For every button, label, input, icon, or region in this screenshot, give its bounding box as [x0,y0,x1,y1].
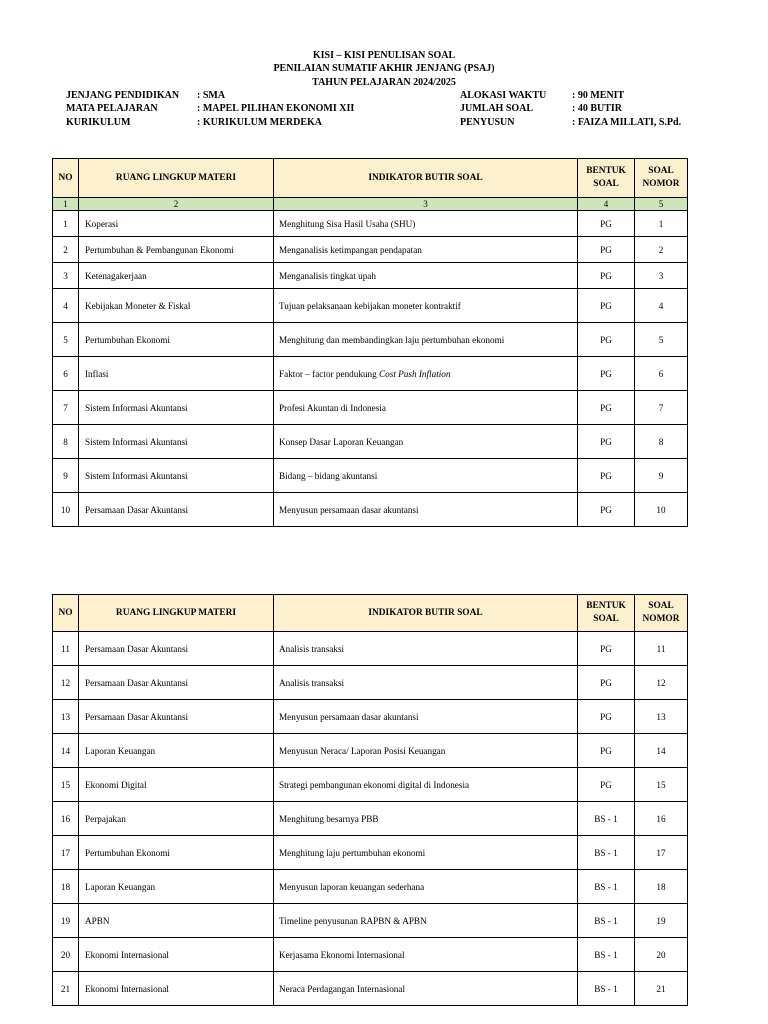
row-materi: Pertumbuhan Ekonomi [79,836,274,870]
table-row [53,734,688,768]
table-row [53,836,688,870]
row-indikator: Analisis transaksi [274,666,578,700]
row-indikator: Menganalisis tingkat upah [274,263,578,289]
table-row [53,972,688,1006]
row-no: 6 [53,357,79,391]
meta-label-kurikulum: KURIKULUM [66,117,131,128]
header-nomor: SOAL NOMOR [635,159,688,198]
table-row [53,289,688,323]
row-nomor: 20 [635,938,688,972]
row-no: 18 [53,870,79,904]
table-row [53,357,688,391]
row-indikator: Menghitung dan membandingkan laju pertumbuhan ekonomi [274,323,578,357]
row-indikator: Menghitung laju pertumbuhan ekonomi [274,836,578,870]
table-row [53,768,688,802]
row-indikator: Faktor – factor pendukung Cost Push Inflation [274,357,578,391]
row-no: 4 [53,289,79,323]
row-nomor: 21 [635,972,688,1006]
row-materi: Kebijakan Moneter & Fiskal [79,289,274,323]
row-indikator: Menyusun persamaan dasar akuntansi [274,700,578,734]
row-no: 9 [53,459,79,493]
row-bentuk: BS - 1 [578,904,635,938]
row-materi: APBN [79,904,274,938]
row-bentuk: PG [578,211,635,237]
row-no: 21 [53,972,79,1006]
row-nomor: 9 [635,459,688,493]
row-no: 12 [53,666,79,700]
row-no: 7 [53,391,79,425]
row-bentuk: PG [578,734,635,768]
meta-value-kurikulum: : KURIKULUM MERDEKA [197,117,322,128]
row-indikator: Konsep Dasar Laporan Keuangan [274,425,578,459]
column-number: 1 [53,198,79,211]
row-nomor: 4 [635,289,688,323]
row-bentuk: PG [578,263,635,289]
row-no: 5 [53,323,79,357]
row-nomor: 8 [635,425,688,459]
row-materi: Persamaan Dasar Akuntansi [79,700,274,734]
row-bentuk: BS - 1 [578,836,635,870]
row-bentuk: PG [578,459,635,493]
row-nomor: 14 [635,734,688,768]
table-row [53,632,688,666]
table-row [53,425,688,459]
row-indikator: Menyusun persamaan dasar akuntansi [274,493,578,527]
table-row [53,904,688,938]
table-row [53,237,688,263]
meta-value-jenjang: : SMA [197,90,226,101]
column-number-row [53,198,688,211]
row-bentuk: PG [578,237,635,263]
row-bentuk: PG [578,666,635,700]
row-materi: Persamaan Dasar Akuntansi [79,493,274,527]
row-no: 19 [53,904,79,938]
column-number: 3 [274,198,578,211]
row-no: 14 [53,734,79,768]
header-nomor: SOAL NOMOR [635,595,688,632]
meta-value-alokasi: : 90 MENIT [572,90,625,101]
column-number: 2 [79,198,274,211]
row-nomor: 5 [635,323,688,357]
row-indikator: Neraca Perdagangan Internasional [274,972,578,1006]
row-no: 10 [53,493,79,527]
table-row [53,263,688,289]
document-subtitle: PENILAIAN SUMATIF AKHIR JENJANG (PSAJ) [273,63,495,74]
row-no: 17 [53,836,79,870]
row-no: 3 [53,263,79,289]
row-nomor: 12 [635,666,688,700]
row-no: 20 [53,938,79,972]
row-indikator: Analisis transaksi [274,632,578,666]
header-indikator: INDIKATOR BUTIR SOAL [274,159,578,198]
row-nomor: 13 [635,700,688,734]
row-indikator: Timeline penyusunan RAPBN & APBN [274,904,578,938]
header-indikator: INDIKATOR BUTIR SOAL [274,595,578,632]
row-bentuk: PG [578,425,635,459]
row-materi: Laporan Keuangan [79,870,274,904]
row-materi: Ekonomi Internasional [79,972,274,1006]
row-materi: Persamaan Dasar Akuntansi [79,632,274,666]
column-number: 5 [635,198,688,211]
table-row [53,802,688,836]
column-number: 4 [578,198,635,211]
row-indikator: Menyusun laporan keuangan sederhana [274,870,578,904]
row-nomor: 15 [635,768,688,802]
row-materi: Laporan Keuangan [79,734,274,768]
row-bentuk: BS - 1 [578,938,635,972]
row-nomor: 2 [635,237,688,263]
row-no: 8 [53,425,79,459]
header-no: NO [53,159,79,198]
row-nomor: 1 [635,211,688,237]
table-row [53,870,688,904]
meta-value-jumlah: : 40 BUTIR [572,103,623,114]
table-row [53,391,688,425]
kisi-table-1 [52,158,688,527]
row-no: 2 [53,237,79,263]
row-indikator: Bidang – bidang akuntansi [274,459,578,493]
row-nomor: 7 [635,391,688,425]
row-materi: Sistem Informasi Akuntansi [79,459,274,493]
meta-label-mapel: MATA PELAJARAN [66,103,158,114]
row-indikator: Strategi pembangunan ekonomi digital di Indonesia [274,768,578,802]
row-no: 13 [53,700,79,734]
row-indikator: Kerjasama Ekonomi Internasional [274,938,578,972]
meta-label-jenjang: JENJANG PENDIDIKAN [66,90,180,101]
row-materi: Ketenagakerjaan [79,263,274,289]
row-bentuk: PG [578,493,635,527]
table-row [53,700,688,734]
row-materi: Ekonomi Digital [79,768,274,802]
header-bentuk: BENTUK SOAL [578,595,635,632]
row-indikator: Profesi Akuntan di Indonesia [274,391,578,425]
row-bentuk: BS - 1 [578,972,635,1006]
header-materi: RUANG LINGKUP MATERI [79,159,274,198]
row-no: 16 [53,802,79,836]
kisi-table-2 [52,594,688,1006]
row-indikator: Menganalisis ketimpangan pendapatan [274,237,578,263]
row-bentuk: PG [578,323,635,357]
header-materi: RUANG LINGKUP MATERI [79,595,274,632]
row-nomor: 10 [635,493,688,527]
row-nomor: 18 [635,870,688,904]
table-row [53,938,688,972]
row-materi: Koperasi [79,211,274,237]
meta-label-jumlah: JUMLAH SOAL [460,103,534,114]
academic-year: TAHUN PELAJARAN 2024/2025 [312,77,456,88]
document-title: KISI – KISI PENULISAN SOAL [312,50,456,61]
header-bentuk: BENTUK SOAL [578,159,635,198]
row-nomor: 19 [635,904,688,938]
meta-label-penyusun: PENYUSUN [460,117,515,128]
table-row [53,493,688,527]
row-nomor: 6 [635,357,688,391]
table-row [53,666,688,700]
row-nomor: 3 [635,263,688,289]
row-no: 1 [53,211,79,237]
row-indikator: Menghitung besarnya PBB [274,802,578,836]
meta-label-alokasi: ALOKASI WAKTU [460,90,547,101]
row-bentuk: PG [578,391,635,425]
row-indikator: Menghitung Sisa Hasil Usaha (SHU) [274,211,578,237]
row-bentuk: PG [578,289,635,323]
row-indikator: Tujuan pelaksanaan kebijakan moneter kontraktif [274,289,578,323]
table-row [53,323,688,357]
row-nomor: 11 [635,632,688,666]
row-materi: Sistem Informasi Akuntansi [79,425,274,459]
row-bentuk: PG [578,357,635,391]
row-nomor: 16 [635,802,688,836]
meta-value-mapel: : MAPEL PILIHAN EKONOMI XII [197,103,355,114]
row-materi: Pertumbuhan & Pembangunan Ekonomi [79,237,274,263]
row-materi: Perpajakan [79,802,274,836]
row-bentuk: PG [578,632,635,666]
row-no: 15 [53,768,79,802]
meta-value-penyusun: : FAIZA MILLATI, S.Pd. [572,117,682,128]
row-materi: Pertumbuhan Ekonomi [79,323,274,357]
row-bentuk: BS - 1 [578,802,635,836]
row-materi: Ekonomi Internasional [79,938,274,972]
row-bentuk: PG [578,700,635,734]
row-bentuk: BS - 1 [578,870,635,904]
row-no: 11 [53,632,79,666]
row-bentuk: PG [578,768,635,802]
header-no: NO [53,595,79,632]
table-row [53,459,688,493]
row-materi: Inflasi [79,357,274,391]
row-indikator: Menyusun Neraca/ Laporan Posisi Keuangan [274,734,578,768]
row-nomor: 17 [635,836,688,870]
row-materi: Sistem Informasi Akuntansi [79,391,274,425]
row-materi: Persamaan Dasar Akuntansi [79,666,274,700]
table-row [53,211,688,237]
